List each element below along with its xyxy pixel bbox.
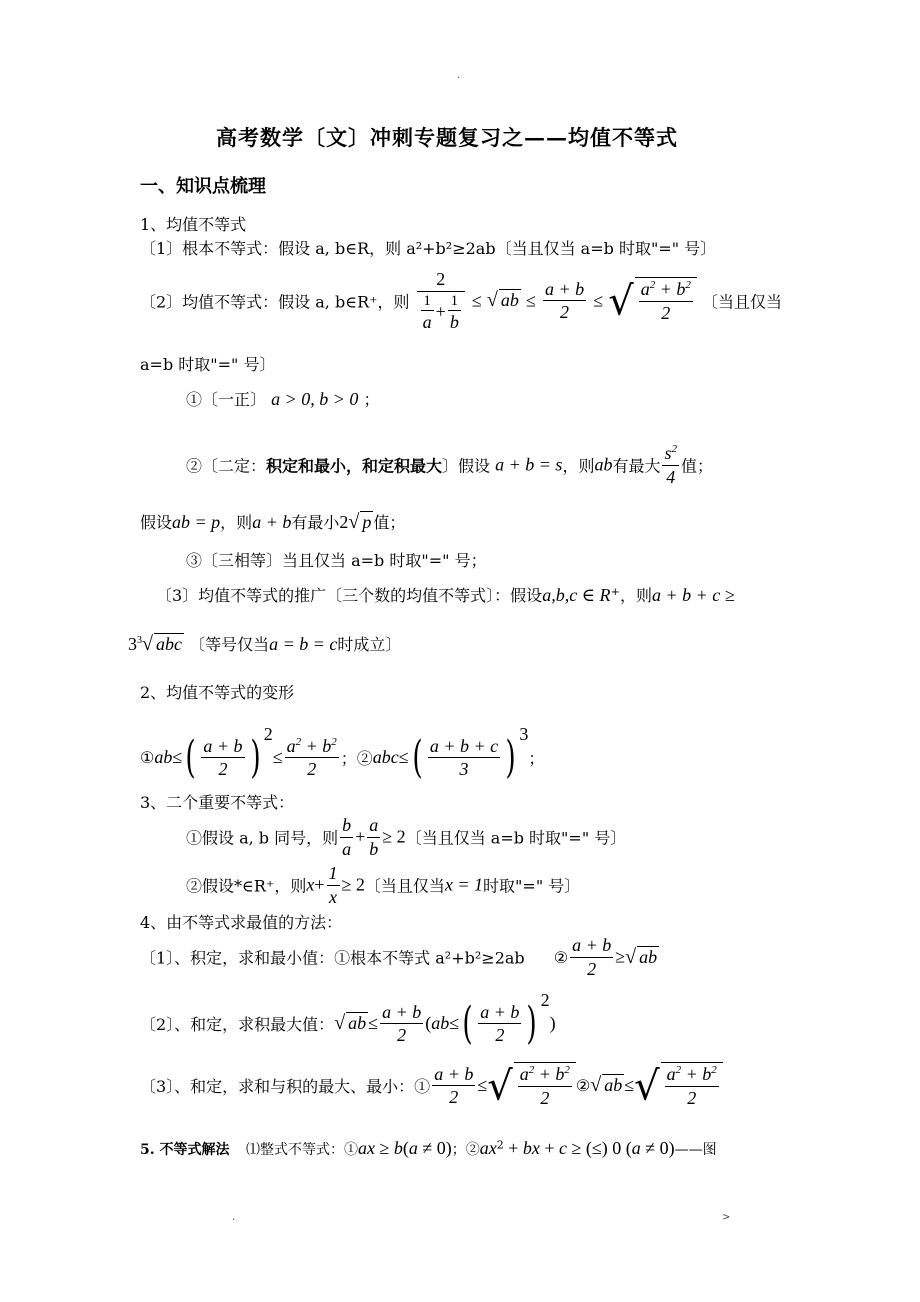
- cond2-ab: ab: [594, 454, 613, 475]
- s1-item3: [156, 583, 735, 606]
- cond2-bold: 积定和最小，和定积最大: [266, 456, 443, 476]
- cond2-val: 值；: [681, 456, 714, 476]
- cond2-mid: 〕假设: [442, 456, 491, 476]
- s4-r3-prefix: 〔3〕、和定，求和与积的最大、最小：①: [140, 1077, 431, 1096]
- cond1-math: a > 0, b > 0: [271, 389, 359, 409]
- cond2-math: a + b = s: [495, 454, 563, 475]
- s5-end: ——图: [674, 1142, 717, 1158]
- s2-sep: ；②: [340, 749, 373, 768]
- header-mark: .: [457, 70, 461, 81]
- cond2-label: ②〔二定：: [186, 456, 267, 476]
- cond2b-text: 假设: [140, 513, 173, 532]
- cond2-then: ，则: [562, 456, 595, 476]
- cond1-end: ；: [363, 390, 380, 409]
- footer-right-mark: >: [722, 1212, 731, 1223]
- s1-cond2: ②〔二定：积定和最小，和定积最大〕假设 a + b = s，则ab有最大 $\frac{s^2}{4}$ 值；: [186, 443, 714, 487]
- s3-formula2: ②假设*∈R⁺，则x+ $\frac{1}{x}$ ≥ 2〔当且仅当x = 1时取"=" 号〕: [186, 863, 581, 907]
- s4-heading: 4、由不等式求最值的方法：: [140, 913, 343, 932]
- s4-row2: 〔2〕、和定，求积最大值：√ ab ≤ $\frac{a + b}{2}$ (ab≤( $\frac{a + b}{2}$ ) $^2$): [140, 990, 556, 1049]
- s1-cond1: [186, 387, 380, 410]
- s4-r3-second: ②: [575, 1076, 591, 1095]
- s1-cond2b: 假设ab = p，则a + b有最小2√ p 值；: [140, 511, 406, 533]
- harmonic-mean-fraction: 2 $\frac{1}{a}$ + $\frac{1}{b}$: [417, 268, 465, 334]
- cond2b-val: 值；: [373, 513, 406, 532]
- s4-r1-prefix: 〔1〕、积定，求和最小值：①根本不等式 a²+b²≥2ab: [140, 948, 525, 968]
- s4-row1: 〔1〕、积定，求和最小值：①根本不等式 a²+b²≥2ab ② $\frac{a + b}{2}$ ≥√ ab: [140, 935, 658, 979]
- item2-prefix: 〔2〕均值不等式：假设 a, b∈R⁺，则: [140, 292, 410, 312]
- s3-f2-end: 时取"=" 号〕: [483, 876, 581, 896]
- cond2b-math: ab = p: [172, 512, 221, 532]
- s1-item3-cont: $3^3√$ abc 〔等号仅当a = b = c时成立〕: [128, 633, 402, 655]
- s4-r2-prefix: 〔2〕、和定，求积最大值：: [140, 1015, 335, 1034]
- s5-line: 5. 不等式解法 ⑴整式不等式：①ax ≥ b(a ≠ 0)；$②ax^2$ + bx + c ≥ (≤) 0 (a ≠ 0)——图: [140, 1138, 717, 1158]
- cond2-has: 有最大: [612, 456, 661, 476]
- cond2b-sum: a + b: [252, 512, 292, 532]
- s3-f1-suffix: 〔当且仅当 a=b 时取"=" 号〕: [405, 828, 627, 848]
- s2-heading: 2、均值不等式的变形: [140, 683, 295, 702]
- s1-heading: 1、均值不等式: [140, 215, 247, 234]
- arithmetic-mean-fraction: $\frac{a + b}{2}$: [544, 278, 585, 323]
- s2-formula: ①ab≤( $\frac{a + b}{2}$ ) $^2$≤ $\frac{a^2 + b^2}{2}$ ；②abc≤( $\frac{a + b + c}{3}$ ) $^3$；: [140, 724, 545, 783]
- s5-sep: ；②: [451, 1142, 480, 1158]
- item3-text: 〔3〕均值不等式的推广〔三个数的均值不等式〕：假设: [156, 586, 543, 605]
- s4-row3: 〔3〕、和定，求和与积的最大、最小：① $\frac{a + b}{2}$ ≤√ $\frac{a^2 + b^2}{2}$ ②√ ab ≤√ $\frac{a^2 + b^2}{2}$: [140, 1062, 723, 1109]
- s3-f2-cond: x = 1: [444, 874, 484, 895]
- footer-left-mark: .: [232, 1212, 236, 1223]
- s3-f1-prefix: ①假设 a, b 同号，则: [186, 828, 339, 848]
- s1-item1: 〔1〕根本不等式：假设 a, b∈R，则 a²+b²≥2ab〔当且仅当 a=b 时取"=" 号〕: [140, 239, 717, 258]
- item3-then: ，则: [620, 586, 653, 605]
- item3-end: 时成立〕: [337, 635, 402, 654]
- s3-f2-suffix: 〔当且仅当: [364, 876, 445, 896]
- page-title: 高考数学〔文〕冲刺专题复习之——均值不等式: [216, 125, 678, 150]
- cond1-label: ①〔一正〕: [186, 390, 267, 409]
- s2-end: ；: [528, 749, 545, 768]
- item2-suffix: 〔当且仅当: [701, 292, 782, 312]
- item3-ineq: a + b + c ≥: [652, 585, 735, 605]
- s5-label: 5. 不等式解法: [140, 1142, 230, 1158]
- section-heading-1: 一、知识点梳理: [140, 176, 266, 197]
- item3-math: a,b,c ∈ R⁺: [542, 585, 620, 605]
- s1-item2: 〔2〕均值不等式：假设 a, b∈R⁺，则 2 $\frac{1}{a}$ + $\frac{1}{b}$ ≤ √ ab ≤ $\frac{a + b}{2}$ ≤ √ $\frac{a^2 + b^2}{2}$ 〔当且仅当: [140, 269, 782, 333]
- cond2b-then: ，则: [220, 513, 253, 532]
- s2-label: ①: [140, 748, 155, 767]
- cond2b-has: 有最小: [291, 513, 340, 532]
- item3-eq: a = b = c: [269, 634, 338, 654]
- quadratic-mean: √ $\frac{a^2 + b^2}{2}$: [608, 291, 697, 310]
- s4-r1-second: ②: [553, 947, 569, 967]
- item3-cont: 〔等号仅当: [189, 635, 270, 654]
- s3-f2-prefix: ②假设*∈R⁺，则: [186, 876, 307, 896]
- s1-cond3: ③〔三相等〕当且仅当 a=b 时取"=" 号；: [186, 551, 487, 570]
- s5-sub: ⑴整式不等式：①: [245, 1142, 358, 1158]
- s1-item2-cont: a=b 时取"=" 号〕: [140, 355, 276, 374]
- s3-formula1: ①假设 a, b 同号，则 $\frac{b}{a}$ + $\frac{a}{b}$ ≥ 2〔当且仅当 a=b 时取"=" 号〕: [186, 815, 627, 859]
- s3-heading: 3、二个重要不等式：: [140, 793, 295, 812]
